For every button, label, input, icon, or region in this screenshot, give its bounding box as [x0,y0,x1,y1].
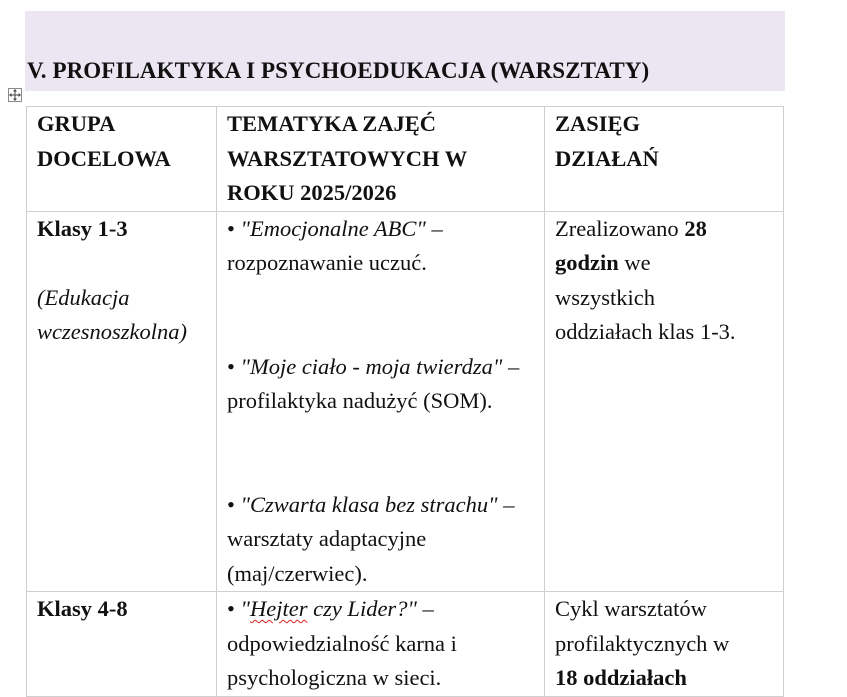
reach-text: Cykl warsztatów [555,596,707,621]
header-text: ROKU 2025/2026 [227,180,397,205]
group-note: (Edukacja [37,284,130,310]
topic-title-quote: " [240,596,250,621]
group-name: Klasy 4-8 [37,596,128,621]
table-row [27,211,784,592]
group-name: Klasy 1-3 [37,215,128,241]
header-text: GRUPA [37,111,116,136]
topic-title [241,596,417,621]
bullet: • [227,596,241,621]
header-cell-reach [545,107,784,212]
topic-title: "Czwarta klasa bez strachu" [240,491,498,517]
reach-text: Zrealizowano [555,215,685,241]
topic-item [227,212,536,247]
topic-dash: – [502,353,520,379]
group-note: wczesnoszkolna) [37,319,187,344]
topic-desc: profilaktyka nadużyć (SOM). [227,388,493,413]
section-heading: V. PROFILAKTYKA I PSYCHOEDUKACJA (WARSZTATY) [27,58,650,83]
topic-desc: warsztaty adaptacyjne [227,526,427,551]
reach-line [555,212,775,247]
topic-desc: (maj/czerwiec). [227,560,368,586]
spellcheck-word[interactable]: Hejter [249,596,308,621]
topic-desc: odpowiedzialność karna i [227,630,457,656]
topic-title-rest: czy Lider?" [307,596,417,621]
topic-title: "Emocjonalne ABC" [240,215,426,241]
header-text: TEMATYKA ZAJĘĆ [227,111,436,136]
topic-dash: – [497,491,515,517]
header-text: WARSZTATOWYCH W [227,145,468,171]
header-cell-topics [217,107,545,212]
topic-item [227,592,536,627]
topic-dash: – [425,215,443,241]
bullet: • [227,491,241,517]
topic-item [227,488,536,523]
header-cell-target-group [27,107,217,212]
bullet: • [227,353,241,379]
header-text: DZIAŁAŃ [555,145,659,171]
reach-line [555,246,775,281]
reach-text: wszystkich [555,284,655,310]
topics-cell [217,211,545,592]
reach-cell [545,211,784,592]
topic-desc: rozpoznawanie uczuć. [227,250,427,275]
topic-dash: – [416,596,434,621]
reach-bold: 18 oddziałach [555,665,687,690]
table-move-handle[interactable] [8,88,22,102]
group-cell [27,211,217,592]
table-row [27,592,784,697]
group-cell [27,592,217,697]
header-text: ZASIĘG [555,111,641,136]
topic-item [227,350,536,385]
table-header-row [27,107,784,212]
reach-text: oddziałach klas 1-3. [555,319,736,344]
reach-text: profilaktycznych w [555,630,730,656]
reach-bold: 28 [684,215,707,241]
bullet: • [227,215,241,241]
topics-cell [217,592,545,697]
reach-cell [545,592,784,697]
header-text: DOCELOWA [37,145,171,171]
reach-bold: godzin [555,250,619,275]
reach-text: we [618,250,651,275]
move-arrows-icon [9,89,21,101]
workshops-table [26,106,784,697]
topic-title: "Moje ciało - moja twierdza" [240,353,503,379]
topic-desc: psychologiczna w sieci. [227,665,442,690]
